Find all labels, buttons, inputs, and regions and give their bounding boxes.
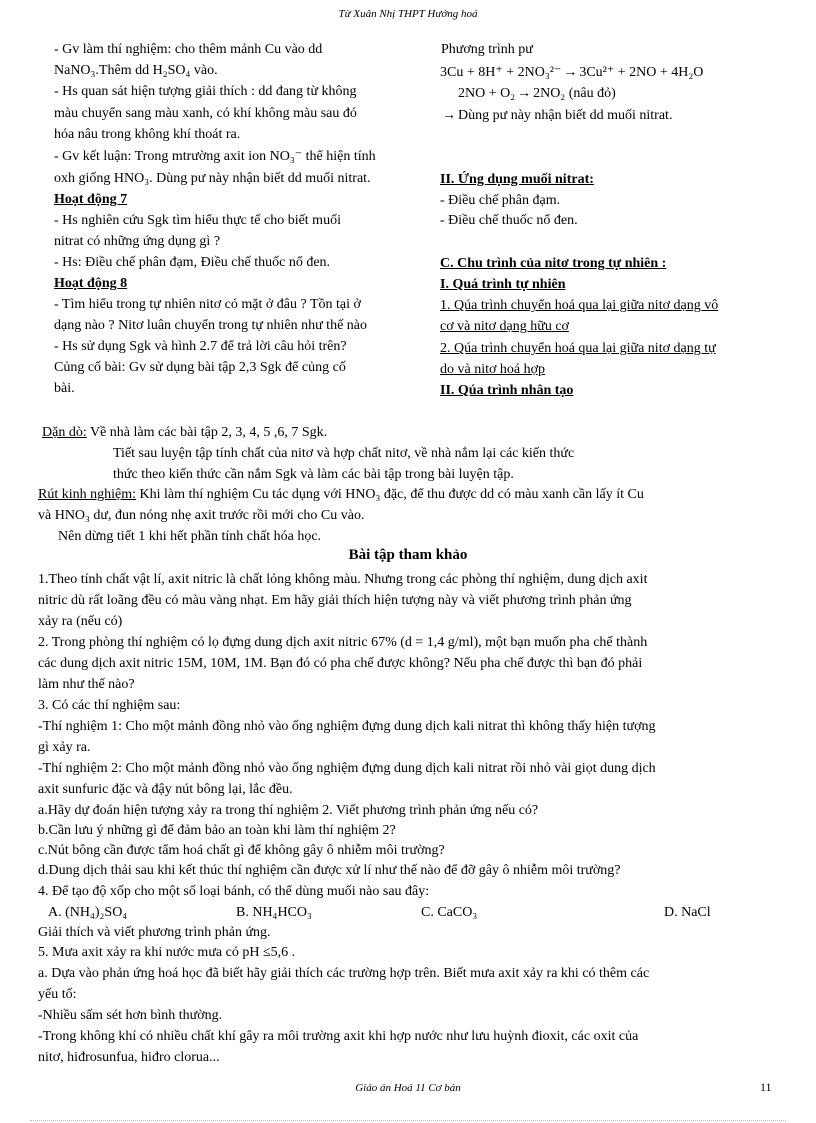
option-d: D. NaCl [664, 905, 711, 920]
hoat-dong-7: Hoạt động 7 [54, 192, 128, 207]
exercise-line-2: xảy ra (nếu có) [38, 614, 123, 629]
left-line-7: - Hs nghiên cứu Sgk tìm hiểu thực tế cho biết muối [54, 213, 341, 228]
equation-1-left: 3Cu + 8H⁺ + 2NO₃²⁻ [440, 65, 562, 80]
exercise-line-1: nitric dù rất loãng đều có màu vàng nhạt. Em hãy giải thích hiện tượng này và viết phương trình phản ứng [38, 593, 632, 608]
equation-2-right: 2NO₂ (nâu đỏ) [533, 86, 616, 101]
conclusion-line [440, 106, 672, 126]
left-line-11: dạng nào ? Nitơ luân chuyển trong tự nhiên như thế nào [54, 318, 368, 333]
cycle-item-2a: 2. Qúa trình chuyển hoá qua lại giữa nitơ dạng tự [440, 341, 716, 356]
dando-line-2: Tiết sau luyện tập tính chất của nitơ và hợp chất nitơ, về nhà nắm lại các kiến thức [113, 446, 575, 461]
exercise-line-3: 2. Trong phòng thí nghiệm có lọ đựng dung dịch axit nitric 67% (d = 1,4 g/ml), một bạn muốn pha chế thành [38, 635, 648, 650]
left-line-14: bài. [54, 381, 75, 396]
exercise-line-7: -Thí nghiệm 1: Cho một mảnh đồng nhỏ vào ống nghiệm đựng dung dịch kali nitrat thì không thấy hiện tượng [38, 719, 656, 734]
exercise-line-9: -Thí nghiệm 2: Cho một mảnh đồng nhỏ vào ống nghiệm đựng dung dịch kali nitrat rồi nhỏ vài giọt dung dịch [38, 761, 656, 776]
arrow-icon: → [563, 65, 578, 80]
arrow-icon: → [442, 108, 456, 123]
page-number: 11 [760, 1080, 772, 1094]
exercise-line-14: d.Dung dịch thải sau khi kết thúc thí nghiệm cần được xử lí như thế nào để đỡ gây ô nhiễm môi trường? [38, 863, 621, 878]
dando-label: Dặn dò: [42, 425, 87, 440]
rkn-line [38, 485, 644, 505]
exercise2-line-4: -Nhiều sấm sét hơn bình thường. [38, 1008, 223, 1023]
equation-1 [440, 63, 703, 83]
exercise-title: Bài tập tham khảo [348, 547, 468, 563]
rkn-text-2: và HNO₃ dư, đun nóng nhẹ axit trước rồi mới cho Cu vào. [38, 508, 365, 523]
page-footer: Giáo án Hoá 11 Cơ bản [355, 1082, 461, 1094]
section-i-heading: I. Quá trình tự nhiên [440, 277, 566, 292]
exercise-line-0: 1.Theo tính chất vật lí, axit nitric là chất lỏng không màu. Nhưng trong các phòng thí nghiệm, dung dịch axit [38, 572, 648, 587]
rkn-label: Rút kinh nghiệm: [38, 487, 136, 502]
option-c: C. CaCO₃ [421, 905, 478, 920]
exercise2-line-6: nitơ, hiđrosunfua, hiđro clorua... [38, 1050, 220, 1065]
dando-line [42, 423, 327, 443]
dando-line-3: thức theo kiến thức cần nắm Sgk và làm các bài tập trong bài luyện tập. [113, 467, 514, 482]
left-line-13: Củng cố bài: Gv sử dụng bài tập 2,3 Sgk để củng cố [54, 360, 346, 375]
hoat-dong-8: Hoạt động 8 [54, 276, 128, 291]
exercise2-line-1: 5. Mưa axit xảy ra khi nước mưa có pH ≤5,6 . [38, 945, 296, 960]
option-b: B. NH₄HCO₃ [236, 905, 312, 920]
left-line-1: NaNO₃.Thêm dd H₂SO₄ vào. [54, 63, 218, 78]
left-line-0: - Gv làm thí nghiệm: cho thêm mảnh Cu vào dd [54, 42, 323, 57]
exercise-line-5: làm như thế nào? [38, 677, 135, 692]
footer-divider [30, 1120, 786, 1121]
cycle-item-2b: do và nitơ hoá hợp [440, 362, 546, 377]
section-c-heading: C. Chu trình của nitơ trong tự nhiên : [440, 256, 667, 271]
exercise-line-10: axit sunfuric đặc và đậy nút bông lại, lắc đều. [38, 782, 293, 797]
cycle-item-1b: cơ và nitơ dạng hữu cơ [440, 319, 569, 334]
use-item-1: - Điều chế phân đạm. [440, 193, 561, 208]
conclusion-text: Dùng pư này nhận biết dd muối nitrat. [458, 108, 673, 123]
rkn-text-3: Nên dừng tiết 1 khi hết phần tính chất hóa học. [58, 529, 322, 544]
left-line-3: màu chuyển sang màu xanh, có khí không màu sau đó [54, 106, 357, 121]
exercise2-line-3: yếu tố: [38, 987, 77, 1002]
left-line-6: oxh giống HNO₃. Dùng pư này nhận biết dd muối nitrat. [54, 171, 371, 186]
left-line-8: nitrat có những ứng dụng gì ? [54, 234, 221, 249]
rkn-text-1: Khi làm thí nghiệm Cu tác dụng với HNO₃ đặc, để thu được dd có màu xanh cần lấy ít Cu [136, 487, 644, 502]
left-line-10: - Tìm hiểu trong tự nhiên nitơ có mặt ở đâu ? Tồn tại ở [54, 297, 361, 312]
use-item-2: - Điều chế thuốc nổ đen. [440, 213, 578, 228]
exercise-line-11: a.Hãy dự đoán hiện tượng xảy ra trong thí nghiệm 2. Viết phương trình phản ứng nếu có? [38, 803, 539, 818]
arrow-icon: → [517, 86, 532, 101]
exercise-line-12: b.Cần lưu ý những gì để đảm bảo an toàn khi làm thí nghiệm 2? [38, 823, 396, 838]
left-line-4: hóa nâu trong không khí thoát ra. [54, 127, 241, 142]
page-header: Từ Xuân Nhị THPT Hướng hoá [338, 8, 478, 20]
dando-text: Về nhà làm các bài tập 2, 3, 4, 5 ,6, 7 Sgk. [86, 425, 328, 440]
left-line-12: - Hs sử dụng Sgk và hình 2.7 để trả lời câu hỏi trên? [54, 339, 347, 354]
exercise-line-13: c.Nút bông cần được tẩm hoá chất gì để không gây ô nhiễm môi trường? [38, 843, 445, 858]
section-ii2-heading: II. Qúa trình nhân tạo [440, 383, 574, 398]
option-a: A. (NH₄)₂SO₄ [48, 905, 128, 920]
equation-2-left: 2NO + O₂ [458, 86, 516, 101]
exercise2-line-0: Giải thích và viết phương trình phản ứng. [38, 925, 271, 940]
equation-1-right: 3Cu²⁺ + 2NO + 4H₂O [579, 65, 704, 80]
left-line-5: - Gv kết luận: Trong mtrường axit ion NO₃⁻ thể hiện tính [54, 149, 376, 164]
exercise-line-6: 3. Có các thí nghiệm sau: [38, 698, 181, 713]
cycle-item-1a: 1. Qúa trình chuyển hoá qua lại giữa nitơ dạng vô [440, 298, 719, 313]
exercise-line-8: gì xảy ra. [38, 740, 91, 755]
left-line-9: - Hs: Điều chế phân đạm, Điều chế thuốc nổ đen. [54, 255, 331, 270]
exercise2-line-2: a. Dựa vào phản ứng hoá học đã biết hãy giải thích các trường hợp trên. Biết mưa axit xảy ra khi có thêm các [38, 966, 650, 981]
exercise-line-15: 4. Để tạo độ xốp cho một số loại bánh, có thể dùng muối nào sau đây: [38, 884, 430, 899]
equation-2 [458, 84, 616, 104]
section-ii-heading: II. Ứng dụng muối nitrat: [440, 172, 594, 187]
pt-label: Phương trình pư [441, 42, 533, 57]
exercise2-line-5: -Trong không khí có nhiều chất khí gây ra môi trường axit khi hợp nước như lưu huỳnh đioxit, các oxit của [38, 1029, 639, 1044]
left-line-2: - Hs quan sát hiện tượng giải thích : dd đang từ không [54, 84, 357, 99]
exercise-line-4: các dung dịch axit nitric 15M, 10M, 1M. Bạn đó có pha chế được không? Nếu pha chế được thì bạn đó phải [38, 656, 643, 671]
